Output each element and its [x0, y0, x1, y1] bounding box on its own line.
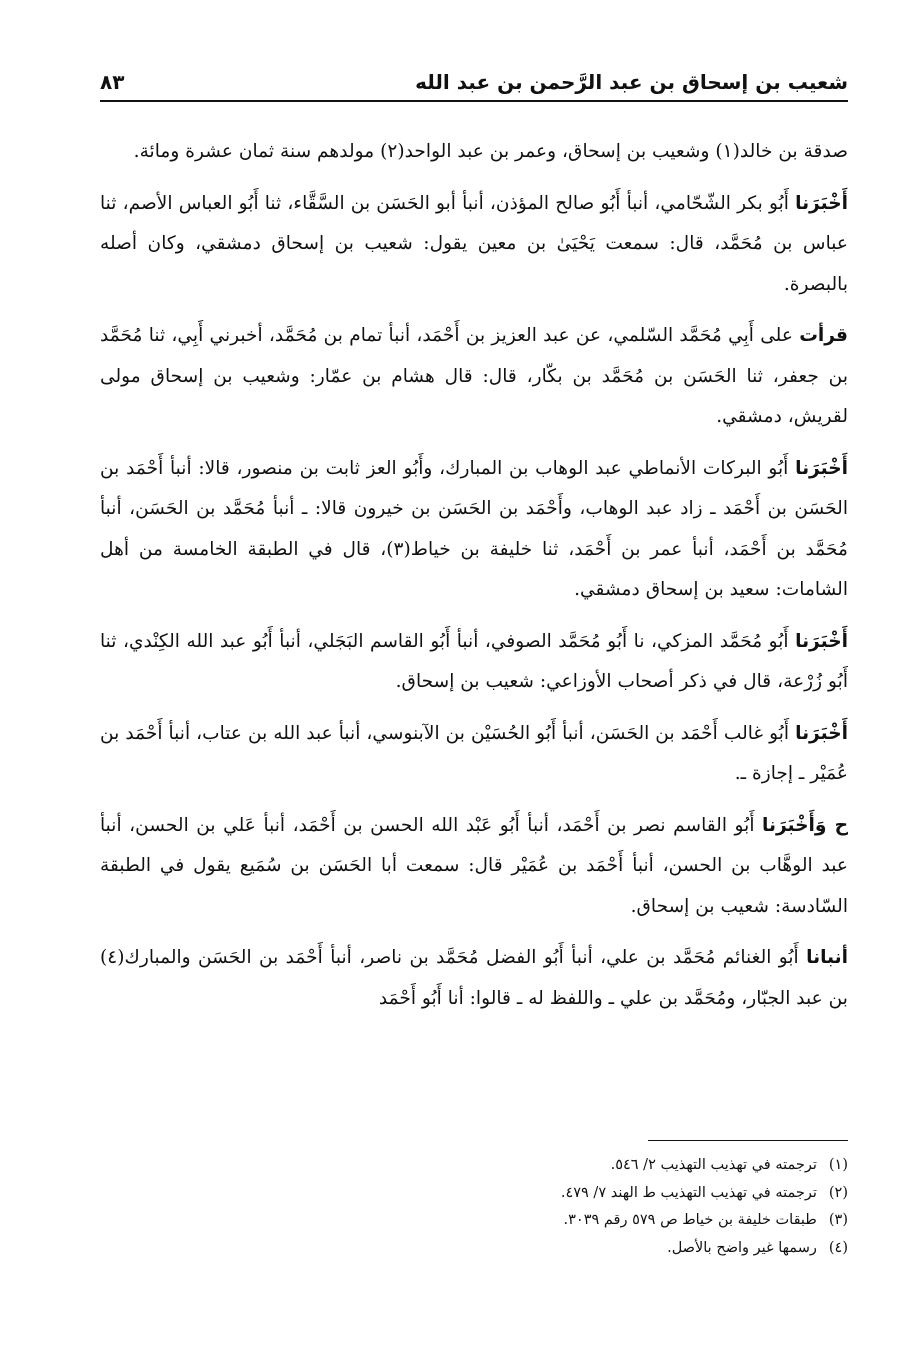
paragraph	[100, 714, 848, 795]
footnote-text: ترجمته في تهذيب التهذيب ٢/ ٥٤٦.	[610, 1157, 817, 1173]
paragraph-text: أَبُو القاسم نصر بن أَحْمَد، أنبأ أَبُو عَبْد الله الحسن بن أَحْمَد، أنبأ عَلي بن الحسن، أنبأ عبد الوهَّاب بن الحسن، أنبأ أَحْمَد بن عُمَيْر قال: سمعت أبا الحَسَن بن سُمَيع يقول في الطبقة السّادسة: شعيب بن إسحاق.	[100, 814, 848, 917]
paragraph	[100, 184, 848, 306]
running-header-title: شعيب بن إسحاق بن عبد الرَّحمن بن عبد الله	[415, 70, 848, 94]
paragraph-lead: أَخْبَرَنا	[795, 457, 848, 479]
paragraph-text: أَبُو مُحَمَّد المزكي، نا أَبُو مُحَمَّد الصوفي، أنبأ أَبُو القاسم البَجَلي، أنبأ أَبُو عبد الله الكِنْدي، ثنا أَبُو زُرْعة، قال في ذكر أصحاب الأوزاعي: شعيب بن إسحاق.	[100, 630, 848, 692]
running-header	[100, 64, 848, 102]
paragraph-text: أَبُو غالب أَحْمَد بن الحَسَن، أنبأ أَبُو الحُسَيْن بن الآبنوسي، أنبأ عبد الله بن عتاب، أنبأ أَحْمَد بن عُمَيْر ـ إجازة ـ.	[100, 722, 848, 784]
footnote-number: (١)	[828, 1157, 848, 1173]
footnote-number: (٤)	[828, 1239, 848, 1256]
paragraph-lead: أَخْبَرَنا	[795, 722, 848, 744]
page-number: ٨٣	[100, 70, 125, 94]
paragraph-lead: أَخْبَرَنا	[795, 630, 848, 652]
paragraph	[100, 132, 848, 173]
paragraph	[100, 622, 848, 703]
footnote	[300, 1235, 848, 1263]
footnote-text: رسمها غير واضح بالأصل.	[667, 1239, 817, 1256]
footnote-rule	[648, 1140, 848, 1141]
footnote-text: ترجمته في تهذيب التهذيب ط الهند ٧/ ٤٧٩.	[560, 1184, 817, 1201]
paragraph-text: أَبُو البركات الأنماطي عبد الوهاب بن المبارك، وأَبُو العز ثابت بن منصور، قالا: أنبأ أَحْمَد بن الحَسَن بن أَحْمَد ـ زاد عبد الوهاب، وأَحْمَد بن الحَسَن بن خيرون قالا: ـ أنبأ مُحَمَّد بن الحَسَن، أنبأ مُحَمَّد بن أَحْمَد، أنبأ عمر بن أَحْمَد، ثنا خليفة بن خياط(٣)، قال في الطبقة الخامسة من أهل الشامات: سعيد بن إسحاق دمشقي.	[100, 457, 849, 600]
footnote	[300, 1180, 848, 1208]
paragraph	[100, 806, 848, 928]
paragraph	[100, 316, 848, 438]
footnote	[300, 1152, 848, 1180]
paragraph-text: صدقة بن خالد(١) وشعيب بن إسحاق، وعمر بن عبد الواحد(٢) مولدهم سنة ثمان عشرة ومائة.	[133, 141, 848, 162]
paragraph	[100, 449, 848, 611]
main-text	[100, 132, 848, 1030]
paragraph-lead: أَخْبَرَنا	[795, 192, 848, 214]
paragraph-text: أَبُو بكر الشّحّامي، أنبأ أَبُو صالح المؤذن، أنبأ أبو الحَسَن بن السَّقَّاء، ثنا أَبُو العباس الأصم، ثنا عباس بن مُحَمَّد، قال: سمعت يَحْيَىٰ بن معين يقول: شعيب بن إسحاق دمشقي، وكان أصله بالبصرة.	[100, 192, 848, 295]
footnote-text: طبقات خليفة بن خياط ص ٥٧٩ رقم ٣٠٣٩.	[563, 1212, 817, 1228]
paragraph-text: أَبُو الغنائم مُحَمَّد بن علي، أنبأ أَبُو الفضل مُحَمَّد بن ناصر، أنبأ أَحْمَد بن الحَسَن والمبارك(٤) بن عبد الجبّار، ومُحَمَّد بن علي ـ واللفظ له ـ قالوا: أنا أَبُو أَحْمَد	[100, 947, 848, 1009]
paragraph-lead: قرأت	[799, 325, 848, 346]
footnote-number: (٣)	[828, 1212, 848, 1228]
header-rule	[100, 100, 848, 102]
paragraph-text: على أَبِي مُحَمَّد السّلمي، عن عبد العزيز بن أَحْمَد، أنبأ تمام بن مُحَمَّد، أخبرني أَبِي، ثنا مُحَمَّد بن جعفر، ثنا الحَسَن بن مُحَمَّد بن بكّار، قال: قال هشام بن عمّار: وشعيب بن إسحاق مولى لقريش، دمشقي.	[100, 325, 848, 427]
paragraph-lead: أنبانا	[806, 947, 848, 968]
paragraph-lead: ح وَأَخْبَرَنا	[762, 814, 848, 836]
footnote	[300, 1207, 848, 1235]
footnotes	[300, 1152, 848, 1262]
footnote-number: (٢)	[828, 1184, 848, 1201]
paragraph	[100, 938, 848, 1019]
